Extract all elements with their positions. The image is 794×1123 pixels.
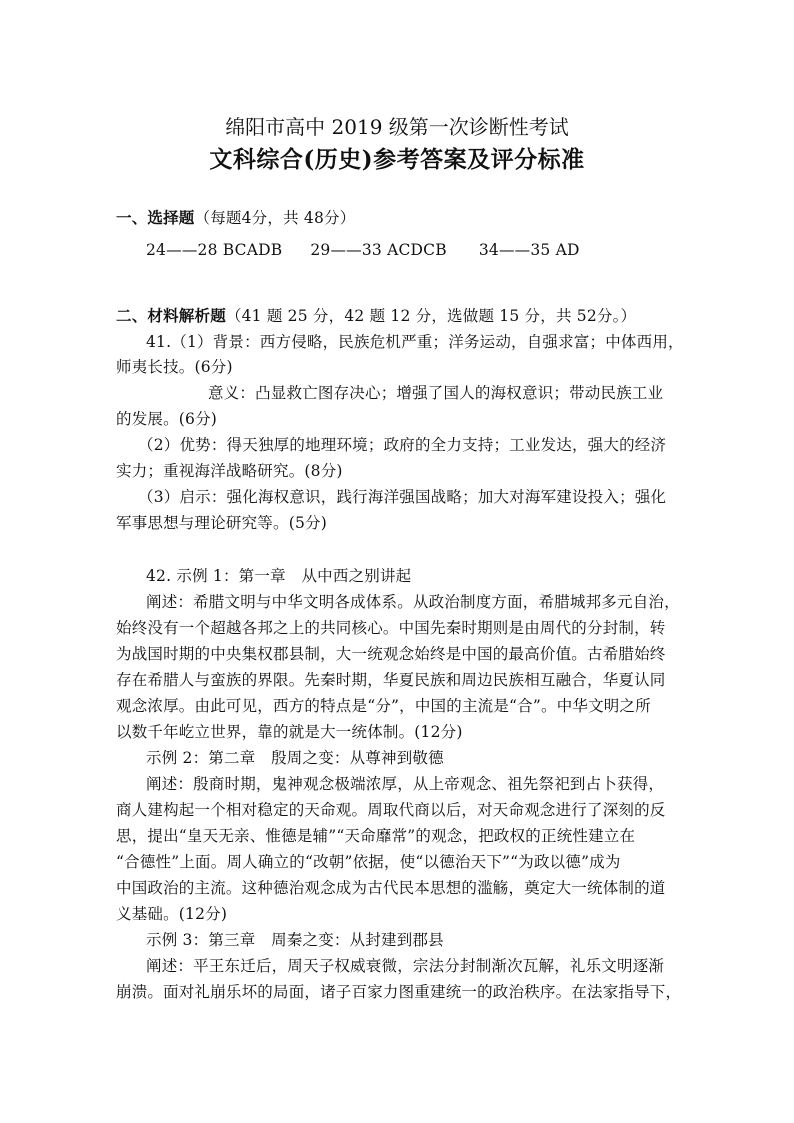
text-line: 为战国时期的中央集权郡县制，大一统观念始终是中国的最高价值。古希腊始终 <box>116 645 666 663</box>
answer-group-3: 34——35 AD <box>478 241 580 259</box>
text-line: “合德性”上面。周人确立的“改朝”依据，使“以德治天下”“为政以德”成为 <box>116 853 621 871</box>
text-line: （3）启示：强化海权意识，践行海洋强国战略；加大对海军建设投入；强化 <box>138 488 667 506</box>
text-line: 义基础。(12分) <box>116 905 228 923</box>
answer-group-1: 24——28 BCADB <box>146 241 283 259</box>
text-line: 实力；重视海洋战略研究。(8分) <box>116 462 343 480</box>
text-line: 以数千年屹立世界，靠的就是大一统体制。(12分) <box>116 723 463 741</box>
section2-note: （41 题 25 分，42 题 12 分，选做题 15 分，共 52分。） <box>225 307 637 325</box>
text-line: 阐述：殷商时期，鬼神观念极端浓厚，从上帝观念、祖先祭祀到占卜获得， <box>146 775 665 793</box>
text-line: 观念浓厚。由此可见，西方的特点是“分”，中国的主流是“合”。中华文明之所 <box>116 697 651 715</box>
text-line: 示例 2：第二章 殷周之变：从尊神到敬德 <box>146 749 444 767</box>
text-line: 崩溃。面对礼崩乐坏的局面，诸子百家力图重建统一的政治秩序。在法家指导下， <box>116 983 682 1001</box>
text-line: 阐述：希腊文明与中华文明各成体系。从政治制度方面，希腊城邦多元自治， <box>146 593 680 611</box>
section2-heading: 二、材料解析题 <box>116 306 226 325</box>
section2-heading-line <box>116 306 636 326</box>
section1-heading-line <box>116 208 355 228</box>
section1-heading: 一、选择题 <box>116 208 195 227</box>
text-line: 师夷长技。(6分) <box>116 358 233 376</box>
text-line: 中国政治的主流。这种德治观念成为古代民本思想的滥觞，奠定大一统体制的道 <box>116 879 666 897</box>
text-line: 存在希腊人与蛮族的界限。先秦时期，华夏民族和周边民族相互融合，华夏认同 <box>116 671 666 689</box>
text-line: 始终没有一个超越各邦之上的共同核心。中国先秦时期则是由周代的分封制，转 <box>116 619 666 637</box>
answer-group-2: 29——33 ACDCB <box>310 241 447 259</box>
exam-title: 绵阳市高中 2019 级第一次诊断性考试 <box>225 115 569 139</box>
text-line: 思，提出“皇天无亲、惟德是辅”“天命靡常”的观念，把政权的正统性建立在 <box>116 827 636 845</box>
multiple-choice-answers <box>146 240 580 260</box>
text-line: 阐述：平王东迁后，周天子权威衰微，宗法分封制渐次瓦解，礼乐文明逐渐 <box>146 957 665 975</box>
text-line: 41.（1）背景：西方侵略，民族危机严重；洋务运动，自强求富；中体西用， <box>146 333 684 351</box>
text-line: 的发展。(6分) <box>116 410 218 428</box>
text-line: （2）优势：得天独厚的地理环境；政府的全力支持；工业发达，强大的经济 <box>138 436 667 454</box>
text-line: 42. 示例 1：第一章 从中西之别讲起 <box>146 567 412 585</box>
answer-key-title: 文科综合(历史)参考答案及评分标准 <box>209 146 585 173</box>
text-line: 军事思想与理论研究等。(5分) <box>116 514 327 532</box>
text-line: 示例 3：第三章 周秦之变：从封建到郡县 <box>146 931 444 949</box>
text-line: 意义：凸显救亡图存决心；增强了国人的海权意识；带动民族工业 <box>208 384 664 402</box>
section1-note: （每题4分，共 48分） <box>194 209 356 227</box>
text-line: 商人建构起一个相对稳定的天命观。周取代商以后，对天命观念进行了深刻的反 <box>116 801 666 819</box>
